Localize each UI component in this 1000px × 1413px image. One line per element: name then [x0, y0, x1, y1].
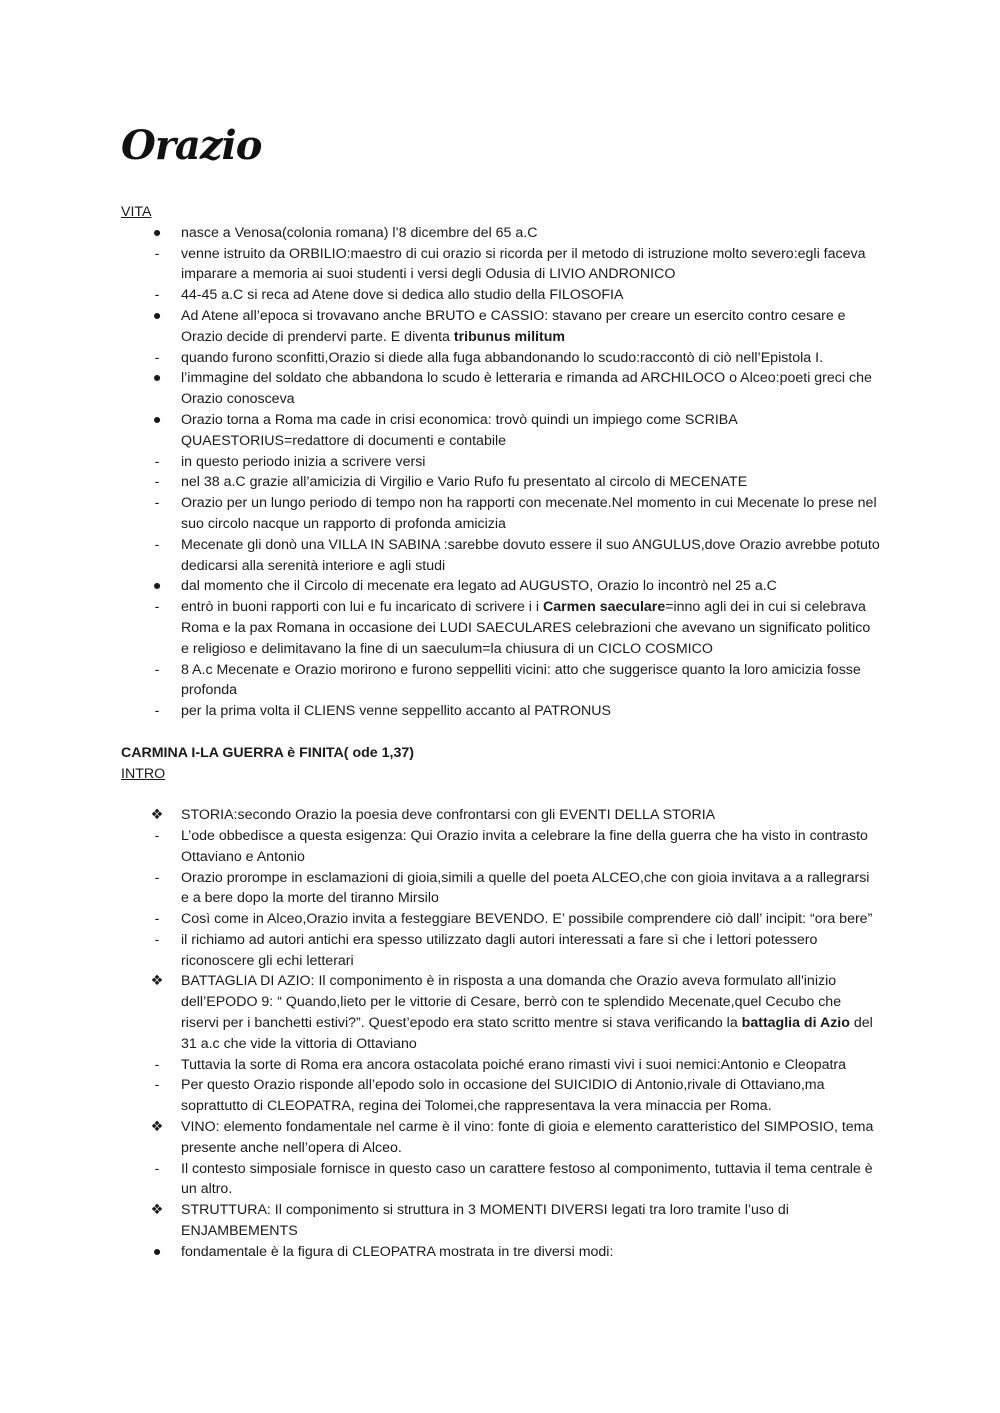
bullet-marker: -: [154, 495, 160, 512]
item-text: STORIA:secondo Orazio la poesia deve confrontarsi con gli EVENTI DELLA STORIA: [181, 807, 716, 824]
item-text: nel 38 a.C grazie all’amicizia di Virgilio e Vario Rufo fu presentato al circolo di MECENATE: [181, 474, 748, 491]
item-text: l’immagine del soldato che abbandona lo scudo è letteraria e rimanda ad ARCHILOCO o Alceo:poeti greci che Orazio conosceva: [181, 370, 872, 408]
item-text: Così come in Alceo,Orazio invita a festeggiare BEVENDO. E’ possibile comprendere ciò dall’ incipit: “ora bere”: [181, 911, 873, 928]
item-text: Ad Atene all’epoca si trovavano anche BRUTO e CASSIO: stavano per creare un esercito contro cesare e Orazio decide di prendervi parte. E diventa: [181, 307, 846, 345]
bullet-marker: ❖: [150, 807, 164, 824]
list-item: [121, 701, 881, 722]
list-item: [121, 930, 881, 972]
bullet-marker: -: [154, 703, 160, 720]
bullet-marker: -: [154, 536, 160, 553]
list-item: [121, 410, 881, 452]
list-item: [121, 535, 881, 577]
item-text: 44-45 a.C si reca ad Atene dove si dedica allo studio della FILOSOFIA: [181, 287, 624, 304]
bullet-marker: -: [154, 599, 160, 616]
item-text: entrò in buoni rapporti con lui e fu incaricato di scrivere i i: [181, 599, 543, 616]
list-item: [121, 306, 881, 348]
bullet-marker: ❖: [150, 1202, 164, 1219]
bullet-marker: -: [154, 827, 160, 844]
item-text: in questo periodo inizia a scrivere versi: [181, 453, 426, 470]
item-text: il richiamo ad autori antichi era spesso utilizzato dagli autori interessati a fare sì che i lettori potessero riconoscere gli echi letterari: [181, 931, 818, 969]
list-item: [121, 285, 881, 306]
list-item: [121, 1242, 881, 1263]
item-text: Mecenate gli donò una VILLA IN SABINA :sarebbe dovuto essere il suo ANGULUS,dove Orazio avrebbe potuto dedicarsi alla serenità interiore e agli studi: [181, 536, 880, 574]
item-text: dal momento che il Circolo di mecenate era legato ad AUGUSTO, Orazio lo incontrò nel 25 a.C: [181, 578, 777, 595]
bullet-marker: -: [154, 1056, 160, 1073]
list-item: [121, 805, 881, 826]
item-text: fondamentale è la figura di CLEOPATRA mostrata in tre diversi modi:: [181, 1243, 614, 1260]
item-text: Il contesto simposiale fornisce in questo caso un carattere festoso al componimento, tuttavia il tema centrale è un altro.: [181, 1160, 873, 1198]
item-text: Per questo Orazio risponde all’epodo solo in occasione del SUICIDIO di Antonio,rivale di Ottaviano,ma soprattutto di CLEOPATRA, regina dei Tolomei,che rappresentava la vera minaccia per Roma.: [181, 1077, 825, 1115]
list-item: [121, 826, 881, 868]
bullet-marker: ●: [152, 411, 162, 428]
bullet-marker: -: [154, 453, 160, 470]
bullet-marker: ●: [152, 1243, 162, 1260]
bullet-marker: ●: [152, 578, 162, 595]
bullet-marker: ❖: [150, 973, 164, 990]
item-text: venne istruito da ORBILIO:maestro di cui orazio si ricorda per il metodo di istruzione molto severo:egli faceva imparare a memoria ai suoi studenti i versi degli Odusia di LIVIO ANDRONICO: [181, 245, 866, 283]
item-text: STRUTTURA: Il componimento si struttura in 3 MOMENTI DIVERSI legati tra loro tramite l’uso di ENJAMBEMENTS: [181, 1202, 789, 1240]
section-spacer: [121, 784, 881, 805]
document-body: [121, 202, 881, 1263]
list-item: [121, 223, 881, 244]
bullet-marker: ❖: [150, 1119, 164, 1136]
bullet-marker: -: [154, 869, 160, 886]
list-item: [121, 493, 881, 535]
bullet-marker: -: [154, 245, 160, 262]
bullet-marker: -: [154, 931, 160, 948]
item-text: L’ode obbedisce a questa esigenza: Qui Orazio invita a celebrare la fine della guerra che ha visto in contrasto Ottaviano e Antonio: [181, 827, 868, 865]
list-item: [121, 1075, 881, 1117]
bullet-marker: ●: [152, 224, 162, 241]
list-item: [121, 244, 881, 286]
list-item: [121, 452, 881, 473]
item-text: Orazio prorompe in esclamazioni di gioia,simili a quelle del poeta ALCEO,che con gioia invitava a a rallegrarsi e a bere dopo la morte del tiranno Mirsilo: [181, 869, 870, 907]
section-heading-intro: INTRO: [121, 765, 166, 782]
bullet-marker: -: [154, 1077, 160, 1094]
item-text: Tuttavia la sorte di Roma era ancora ostacolata poiché erano rimasti vivi i suoi nemici:Antonio e Cleopatra: [181, 1056, 847, 1073]
item-text: quando furono sconfitti,Orazio si diede alla fuga abbandonando lo scudo:raccontò di ciò nell’Epistola I.: [181, 349, 824, 366]
section-heading-vita: VITA: [121, 204, 152, 220]
item-bold-text: tribunus militum: [453, 328, 566, 345]
item-bold-text: battaglia di Azio: [741, 1015, 850, 1032]
bullet-marker: -: [154, 911, 160, 928]
intro-list: [121, 805, 881, 1263]
item-text: BATTAGLIA DI AZIO: Il componimento è in risposta a una domanda che Orazio aveva formulato all'inizio dell’EPODO 9: “ Quando,lieto per le vittorie di Cesare, berrò con te splendido Mecenate,quel Cecubo che riservi per i banchetti estivi?”. Quest’epodo era stato scritto mentre si stava verificando la: [181, 973, 842, 1032]
bullet-marker: -: [154, 287, 160, 304]
item-text: VINO: elemento fondamentale nel carme è il vino: fonte di gioia e elemento caratteristico del SIMPOSIO, tema presente anche nell’opera di Alceo.: [181, 1119, 874, 1156]
bullet-marker: -: [154, 661, 160, 678]
item-text-continued: del 31 a.c che vide la vittoria di Ottaviano: [181, 1015, 873, 1052]
list-item: [121, 660, 881, 702]
vita-list: [121, 223, 881, 722]
item-text: per la prima volta il CLIENS venne seppellito accanto al PATRONUS: [181, 703, 612, 720]
bullet-marker: -: [154, 474, 160, 491]
list-item: [121, 1200, 881, 1242]
document-title: Orazio: [121, 122, 262, 169]
list-item: [121, 1159, 881, 1201]
list-item: [121, 576, 881, 597]
item-text: Orazio torna a Roma ma cade in crisi economica: trovò quindi un impiego come SCRIBA QUAESTORIUS=redattore di documenti e contabile: [181, 411, 737, 449]
list-item: [121, 1055, 881, 1076]
list-item: [121, 348, 881, 369]
item-text: Orazio per un lungo periodo di tempo non ha rapporti con mecenate.Nel momento in cui Mecenate lo prese nel suo circolo nacque un rapporto di profonda amicizia: [181, 495, 877, 532]
section-title-carmina: CARMINA I-LA GUERRA è FINITA( ode 1,37): [121, 744, 414, 761]
list-item: [121, 868, 881, 910]
item-text-continued: =inno agli dei in cui si celebrava Roma e la pax Romana in occasione dei LUDI SAECULARES celebrazioni che avevano un significato politico e religioso e delimitavano la fine di un saeculum=la chiusura di un CICLO COSMICO: [181, 599, 871, 657]
bullet-marker: ●: [152, 307, 162, 324]
bullet-marker: -: [154, 1160, 160, 1177]
bullet-marker: -: [154, 349, 160, 366]
list-item: [121, 909, 881, 930]
item-text: nasce a Venosa(colonia romana) l’8 dicembre del 65 a.C: [181, 224, 538, 241]
list-item: [121, 472, 881, 493]
list-item: [121, 971, 881, 1054]
list-item: [121, 597, 881, 659]
list-item: [121, 368, 881, 410]
list-item: [121, 1117, 881, 1159]
item-text: 8 A.c Mecenate e Orazio morirono e furono seppelliti vicini: atto che suggerisce quanto la loro amicizia fosse profonda: [181, 661, 861, 699]
item-bold-text: Carmen saeculare: [542, 599, 666, 616]
bullet-marker: ●: [152, 370, 162, 387]
section-spacer: [121, 722, 881, 743]
